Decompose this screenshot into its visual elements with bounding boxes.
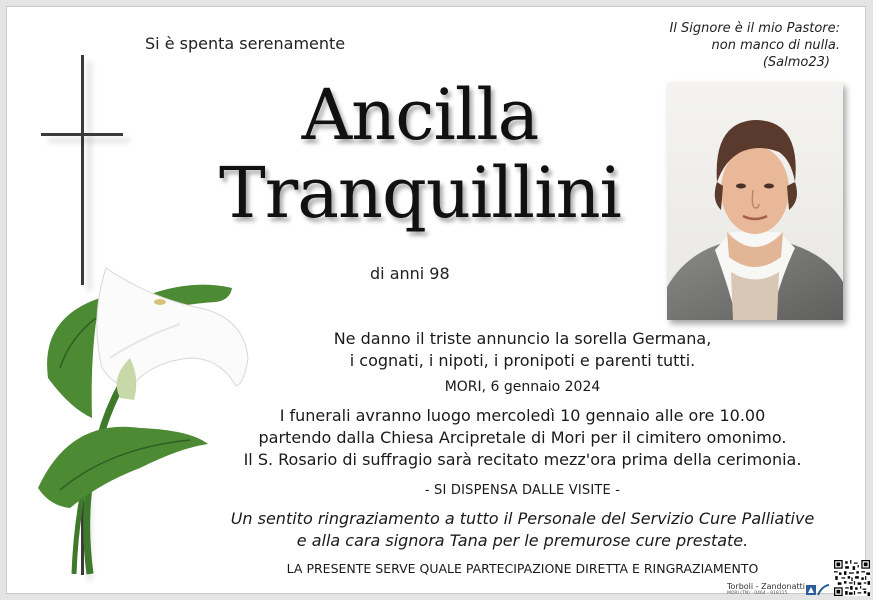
qr-code-icon[interactable] — [834, 560, 870, 596]
footer-note: LA PRESENTE SERVE QUALE PARTECIPAZIONE DIRETTA E RINGRAZIAMENTO — [286, 561, 759, 576]
psalm-quote — [620, 20, 840, 71]
portrait-image — [667, 82, 843, 320]
thanks-line-1: Un sentito ringraziamento a tutto il Personale del Servizio Cure Palliative — [230, 509, 815, 528]
thanks-message — [200, 508, 845, 552]
funeral-line-1: I funerali avranno luogo mercoledì 10 gennaio alle ore 10.00 — [279, 406, 766, 425]
cross-icon-horizontal — [41, 133, 123, 136]
funeral-line-2: partendo dalla Chiesa Arcipretale di Mori per il cimitero omonimo. — [258, 428, 787, 447]
deceased-age: di anni 98 — [370, 264, 450, 283]
quote-line-1: Il Signore è il mio Pastore: — [669, 21, 840, 36]
funeral-home-logo-icon — [806, 584, 830, 596]
place-and-date: MORI, 6 gennaio 2024 — [444, 379, 601, 395]
thanks-line-2: e alla cara signora Tana per le premurose cure prestate. — [296, 531, 749, 550]
portrait-photo — [667, 82, 843, 320]
quote-line-2: non manco di nulla. — [711, 38, 840, 53]
deceased-first-name: Ancilla — [301, 74, 539, 156]
intro-text: Si è spenta serenamente — [145, 34, 346, 53]
no-visits-notice: - SI DISPENSA DALLE VISITE - — [424, 483, 621, 498]
funeral-home-contact: MORI (TN) · 0464 - 918115 — [727, 591, 788, 596]
deceased-last-name: Tranquillini — [219, 152, 621, 234]
announcement-line-2: i cognati, i nipoti, i pronipoti e parenti tutti. — [349, 351, 696, 370]
funeral-details — [200, 405, 845, 471]
funeral-line-3: Il S. Rosario di suffragio sarà recitato mezz'ora prima della cerimonia. — [243, 450, 802, 469]
cross-icon-vertical — [81, 55, 84, 285]
quote-line-3: (Salmo23) — [762, 55, 830, 70]
announcement-line-1: Ne danno il triste annuncio la sorella Germana, — [333, 329, 712, 348]
announcement — [200, 328, 845, 372]
funeral-home-name: Torboli - Zandonatti — [727, 582, 805, 591]
